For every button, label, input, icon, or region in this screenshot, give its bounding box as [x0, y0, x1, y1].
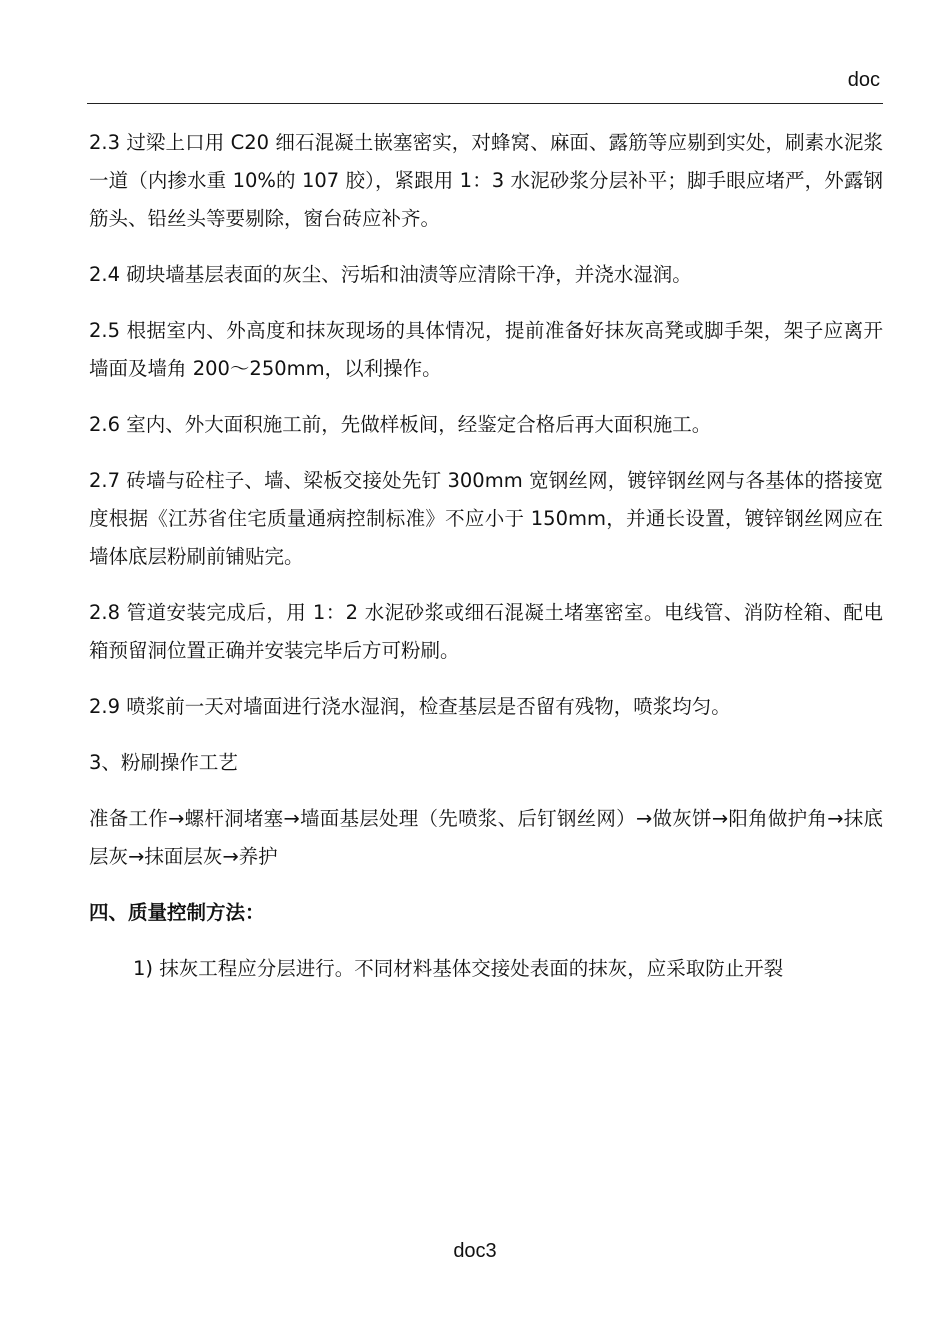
paragraph-2-3: 2.3 过梁上口用 C20 细石混凝土嵌塞密实，对蜂窝、麻面、露筋等应剔到实处，刷素水泥浆一道（内掺水重 10%的 107 胶），紧跟用 1：3 水泥砂浆分层补平；脚手眼应堵严，外露钢筋头、铅丝头等要剔除，窗台砖应补齐。: [89, 131, 883, 230]
section-3-title: 3、粉刷操作工艺: [89, 751, 238, 774]
list-item-1: 1) 抹灰工程应分层进行。不同材料基体交接处表面的抹灰，应采取防止开裂: [133, 957, 784, 980]
paragraph-2-6: 2.6 室内、外大面积施工前，先做样板间，经鉴定合格后再大面积施工。: [89, 413, 712, 436]
paragraph-2-8: 2.8 管道安装完成后，用 1：2 水泥砂浆或细石混凝土堵塞密室。电线管、消防栓箱、配电箱预留洞位置正确并安装完毕后方可粉刷。: [89, 601, 883, 662]
process-flow: 准备工作→螺杆洞堵塞→墙面基层处理（先喷浆、后钉钢丝网）→做灰饼→阳角做护角→抹底层灰→抹面层灰→养护: [89, 807, 883, 868]
paragraph-2-4: 2.4 砌块墙基层表面的灰尘、污垢和油渍等应清除干净，并浇水湿润。: [89, 263, 692, 286]
document-body: [89, 124, 883, 1006]
paragraph-2-7: 2.7 砖墙与砼柱子、墙、梁板交接处先钉 300mm 宽钢丝网，镀锌钢丝网与各基体的搭接宽度根据《江苏省住宅质量通病控制标准》不应小于 150mm，并通长设置，镀锌钢丝网应在墙体底层粉刷前铺贴完。: [89, 469, 883, 568]
section-4-title: 四、质量控制方法：: [89, 901, 265, 924]
page-header-label: doc: [847, 69, 880, 91]
paragraph-2-9: 2.9 喷浆前一天对墙面进行浇水湿润，检查基层是否留有残物，喷浆均匀。: [89, 695, 731, 718]
header-divider: [87, 103, 883, 104]
page-footer-label: doc3: [453, 1240, 497, 1262]
paragraph-2-5: 2.5 根据室内、外高度和抹灰现场的具体情况，提前准备好抹灰高凳或脚手架，架子应离开墙面及墙角 200～250mm，以利操作。: [89, 319, 883, 380]
